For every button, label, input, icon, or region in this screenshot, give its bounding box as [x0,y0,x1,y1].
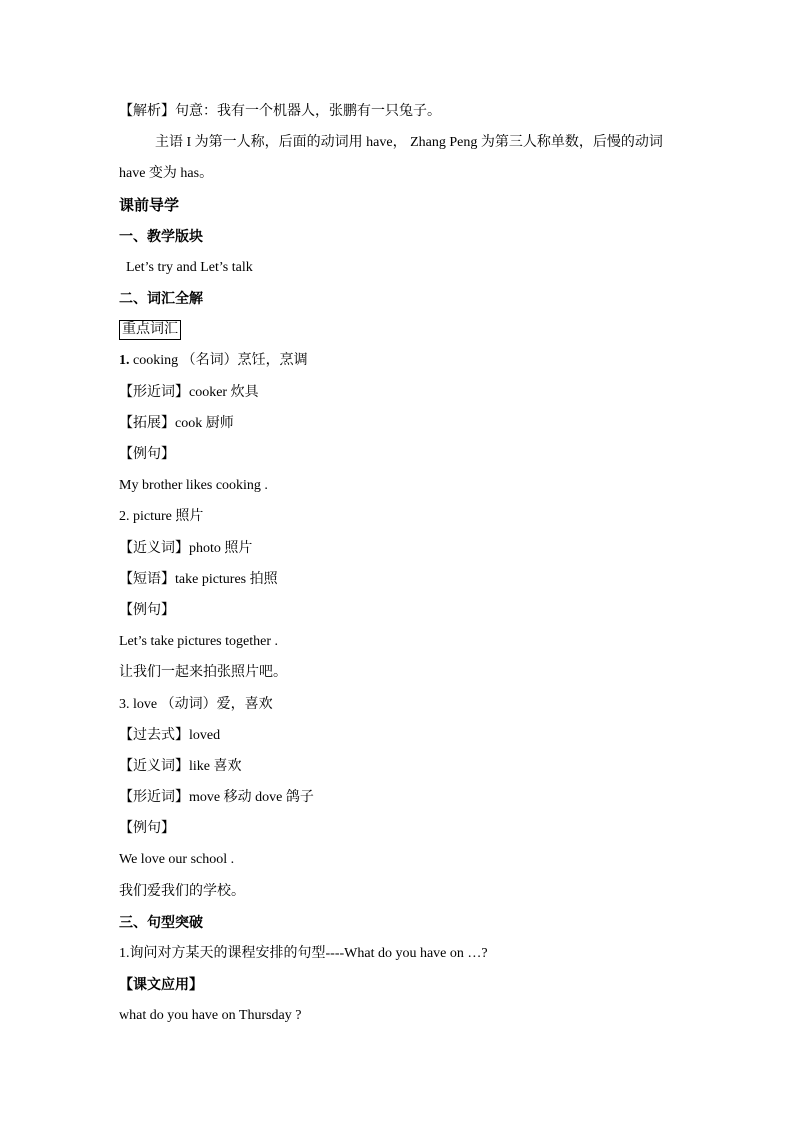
part3-heading: 三、句型突破 [119,915,203,931]
word2-synonym: 【近义词】photo 照片 [119,541,253,556]
word1-example-label: 【例句】 [119,447,175,462]
word2-phrase: 【短语】take pictures 拍照 [119,572,278,587]
word2-entry: 2. picture 照片 [119,509,204,524]
word1-similar-form: 【形近词】cooker 炊具 [119,385,259,400]
word1-entry: cooking （名词）烹饪，烹调 [129,353,308,368]
analysis-line-3: have 变为 has。 [119,166,214,181]
word3-example-cn: 我们爱我们的学校。 [119,884,245,899]
key-vocab-box: 重点词汇 [119,320,181,340]
word3-example-label: 【例句】 [119,821,175,836]
word2-example: Let’s take pictures together . [119,634,278,649]
part1-heading: 一、教学版块 [119,229,203,245]
part2-heading: 二、词汇全解 [119,291,203,307]
word3-similar-form: 【形近词】move 移动 dove 鸽子 [119,790,314,805]
part3-application-label: 【课文应用】 [119,977,203,993]
word3-past: 【过去式】loved [119,728,221,743]
word3-example: We love our school . [119,852,235,867]
word1-entry-row [119,350,694,372]
part3-application: what do you have on Thursday ? [119,1008,302,1023]
analysis-line-1: 【解析】句意：我有一个机器人，张鹏有一只兔子。 [119,104,441,119]
analysis-line-2: 主语 I 为第一人称，后面的动词用 have， Zhang Peng 为第三人称单数，后慢的动词 [155,135,663,150]
word2-example-cn: 让我们一起来拍张照片吧。 [119,665,287,680]
word1-example: My brother likes cooking . [119,478,268,493]
word3-synonym: 【近义词】like 喜欢 [119,759,242,774]
word2-example-label: 【例句】 [119,603,175,618]
word3-entry: 3. love （动词）爱，喜欢 [119,697,273,712]
section-title: 课前导学 [119,196,180,214]
key-vocab-box-row [119,319,694,341]
word1-number: 1. [119,353,130,368]
part3-item1: 1.询问对方某天的课程安排的句型----What do you have on …? [119,946,488,961]
part1-text: Let’s try and Let’s talk [126,260,253,275]
word1-extend: 【拓展】cook 厨师 [119,416,234,431]
